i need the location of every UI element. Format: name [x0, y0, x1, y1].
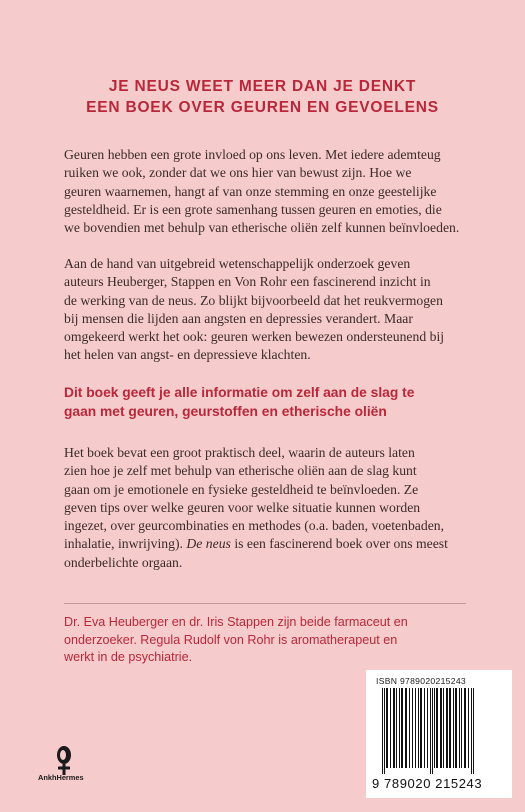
intro-line: we bovendien met behulp van etherische oliën zelf kunnen beïnvloeden. — [64, 220, 460, 236]
barcode-bar — [430, 688, 431, 774]
intro-line: geuren waarnemen, hangt af van onze stemming en onze geestelijke — [64, 183, 437, 199]
section-divider — [64, 603, 466, 604]
barcode-bar — [412, 688, 413, 768]
intro-paragraph — [64, 146, 464, 237]
cover-heading — [0, 76, 525, 118]
barcode-bar — [449, 688, 451, 768]
barcode-bar — [396, 688, 397, 768]
barcode-bar — [468, 688, 469, 768]
barcode-digits: 9 789020 215243 — [372, 776, 483, 791]
barcode-bar — [386, 688, 388, 768]
bio-line: werkt in de psychiatrie. — [64, 650, 193, 665]
barcode-bar — [471, 688, 472, 774]
barcode — [372, 688, 508, 776]
intro-line: Geuren hebben een grote invloed op ons leven. Met iedere ademteug — [64, 147, 441, 162]
barcode-bar — [401, 688, 403, 768]
intro-line: ruiken we ook, zonder dat we ons hier van bewust zijn. Hoe we — [64, 165, 412, 181]
barcode-bar — [418, 688, 419, 768]
barcode-bar — [415, 688, 416, 768]
barcode-bar — [427, 688, 428, 768]
research-line: auteurs Heuberger, Stappen en Von Rohr een fascinerend inzicht in — [64, 274, 431, 290]
barcode-bar — [424, 688, 425, 768]
barcode-bar — [464, 688, 466, 768]
practical-line: gaan om je emotionele en fysieke gesteldheid te beïnvloeden. Ze — [64, 481, 419, 497]
practical-line-end: is een fascinerend boek over ons meest — [230, 536, 448, 552]
practical-line: zien hoe je zelf met behulp van etherische oliën aan de slag kunt — [64, 463, 417, 479]
bio-line: onderzoeker. Regula Rudolf von Rohr is aromatherapeut en — [64, 632, 398, 647]
barcode-bar — [405, 688, 407, 768]
book-title-italic: De neus — [186, 536, 231, 552]
barcode-bar — [473, 688, 474, 774]
barcode-bar — [436, 688, 438, 768]
heading-line-2: EEN BOEK OVER GEUREN EN GEVOELENS — [86, 99, 439, 116]
barcode-bar — [440, 688, 442, 768]
barcode-bar — [384, 688, 385, 774]
barcode-bar — [390, 688, 391, 768]
bio-line: Dr. Eva Heuberger en dr. Iris Stappen zijn beide farmaceut en — [64, 615, 408, 629]
practical-line-start: inhalatie, inwrijving). — [64, 536, 183, 552]
practical-line: ingezet, over geurcombinaties en methodes (o.a. baden, voetenbaden, — [64, 518, 445, 534]
practical-line — [64, 535, 464, 553]
barcode-bar — [432, 688, 433, 774]
barcode-bar — [455, 688, 457, 768]
intro-line: gesteldheid. Er is een grote samenhang tussen geuren en emoties, die — [64, 201, 442, 217]
barcode-bar — [446, 688, 448, 768]
barcode-bar — [453, 688, 454, 768]
research-line: bij mensen die lijden aan angsten en depressies verandert. Maar — [64, 310, 413, 326]
barcode-bar — [399, 688, 400, 768]
barcode-bar — [409, 688, 410, 768]
practical-line: geven tips over welke geuren voor welke situatie kunnen worden — [64, 499, 421, 515]
research-line: Aan de hand van uitgebreid wetenschappelijk onderzoek geven — [64, 256, 411, 271]
research-line: het helen van angst- en depressieve klachten. — [64, 347, 311, 363]
highlight-line: Dit boek geeft je alle informatie om zelf aan de slag te — [64, 385, 415, 400]
research-line: omgekeerd werkt het ook: geuren werken bewezen ondersteunend bij — [64, 329, 445, 345]
barcode-bar — [461, 688, 462, 768]
isbn-label: ISBN 9789020215243 — [376, 676, 466, 686]
barcode-bar — [393, 688, 395, 768]
barcode-bar — [443, 688, 444, 768]
highlight-statement — [64, 383, 484, 421]
barcode-bar — [382, 688, 383, 774]
practical-line: Het boek bevat een groot praktisch deel, waarin de auteurs laten — [64, 445, 415, 460]
research-paragraph — [64, 255, 464, 365]
highlight-line: gaan met geuren, geurstoffen en etherische oliën — [64, 404, 387, 419]
heading-line-1: JE NEUS WEET MEER DAN JE DENKT — [108, 78, 417, 95]
publisher-name: AnkhHermes — [38, 773, 84, 782]
barcode-bar — [420, 688, 422, 768]
barcode-bar — [459, 688, 460, 768]
practical-paragraph — [64, 444, 464, 572]
author-bio — [64, 614, 484, 667]
research-line: de werking van de neus. Zo blijkt bijvoorbeeld dat het reukvermogen — [64, 292, 443, 308]
barcode-bar — [434, 688, 435, 768]
practical-line: onderbelichte orgaan. — [64, 554, 183, 570]
